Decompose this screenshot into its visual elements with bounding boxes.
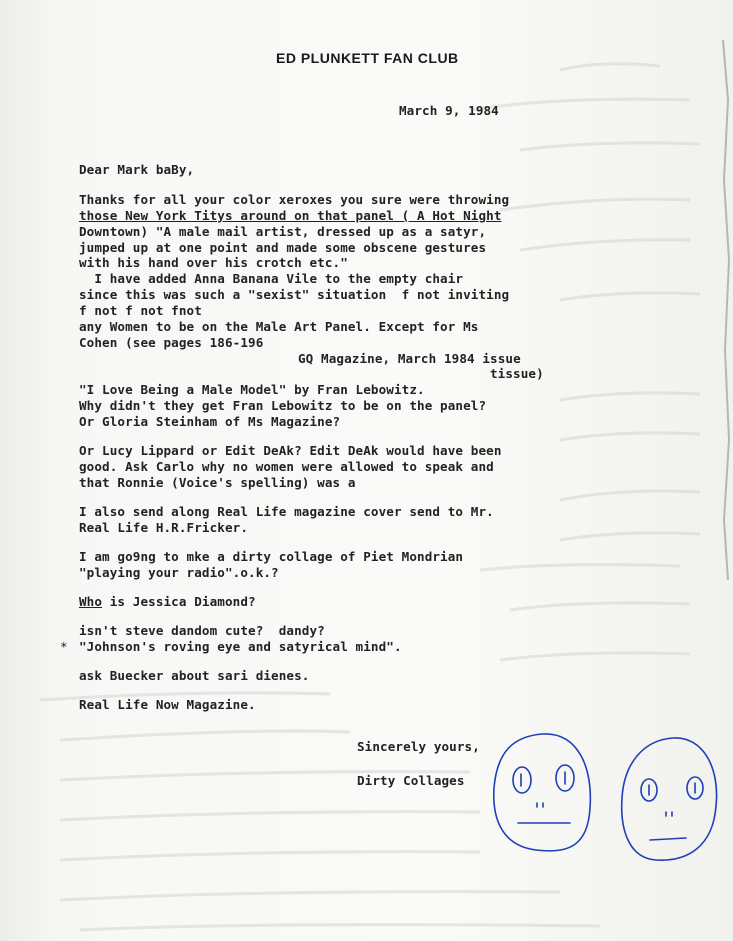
para1-line: Downtown) "A male mail artist, dressed up as a satyr,	[79, 224, 487, 239]
para4-line: I also send along Real Life magazine cover send to Mr.	[79, 504, 494, 519]
hand-drawn-faces	[488, 728, 733, 898]
para1-line: Cohen (see pages 186-196	[79, 335, 264, 350]
para2-line: Why didn't they get Fran Lebowitz to be on the panel?	[79, 398, 487, 413]
real-life-line: Real Life Now Magazine.	[79, 697, 256, 712]
para3-line: good. Ask Carlo why no women were allowed to speak and	[79, 459, 494, 474]
para1-line: those New York Titys around on that panel ( A Hot Night	[79, 208, 502, 223]
para1-line: f not f not fnot	[79, 303, 202, 318]
johnson-line: "Johnson's roving eye and satyrical mind".	[79, 639, 402, 654]
para1-line: jumped up at one point and made some obscene gestures	[79, 240, 487, 255]
who-rest: is Jessica Diamond?	[102, 594, 256, 609]
para3-line: that Ronnie (Voice's spelling) was a	[79, 475, 356, 490]
gq-citation: GQ Magazine, March 1984 issue	[298, 351, 521, 366]
asterisk-mark: *	[60, 639, 68, 654]
signature: Dirty Collages	[357, 773, 465, 788]
para5-line: "playing your radio".o.k.?	[79, 565, 279, 580]
para3-line: Or Lucy Lippard or Edit DeAk? Edit DeAk would have been	[79, 443, 502, 458]
para4-line: Real Life H.R.Fricker.	[79, 520, 249, 535]
para2-line: "I Love Being a Male Model" by Fran Lebowitz.	[79, 382, 425, 397]
who-word: Who	[79, 594, 103, 609]
para1-line: any Women to be on the Male Art Panel. Except for Ms	[79, 319, 479, 334]
letterhead: ED PLUNKETT FAN CLUB	[276, 50, 459, 66]
salutation: Dear Mark baBy,	[79, 162, 195, 177]
buecker-line: ask Buecker about sari dienes.	[79, 668, 310, 683]
para1-line: Thanks for all your color xeroxes you sure were throwing	[79, 192, 510, 207]
para1-line: with his hand over his crotch etc."	[79, 255, 348, 270]
closing: Sincerely yours,	[357, 739, 480, 754]
page-edge-marks	[719, 20, 733, 920]
letter-date: March 9, 1984	[399, 103, 499, 118]
para1-line: since this was such a "sexist" situation f not inviting	[79, 287, 510, 302]
para5-line: I am go9ng to mke a dirty collage of Piet Mondrian	[79, 549, 464, 564]
gq-citation-continued: tissue)	[490, 366, 544, 381]
para2-line: Or Gloria Steinham of Ms Magazine?	[79, 414, 341, 429]
para1-line: I have added Anna Banana Vile to the empty chair	[79, 271, 464, 286]
who-line	[79, 594, 256, 609]
steve-line: isn't steve dandom cute? dandy?	[79, 623, 325, 638]
